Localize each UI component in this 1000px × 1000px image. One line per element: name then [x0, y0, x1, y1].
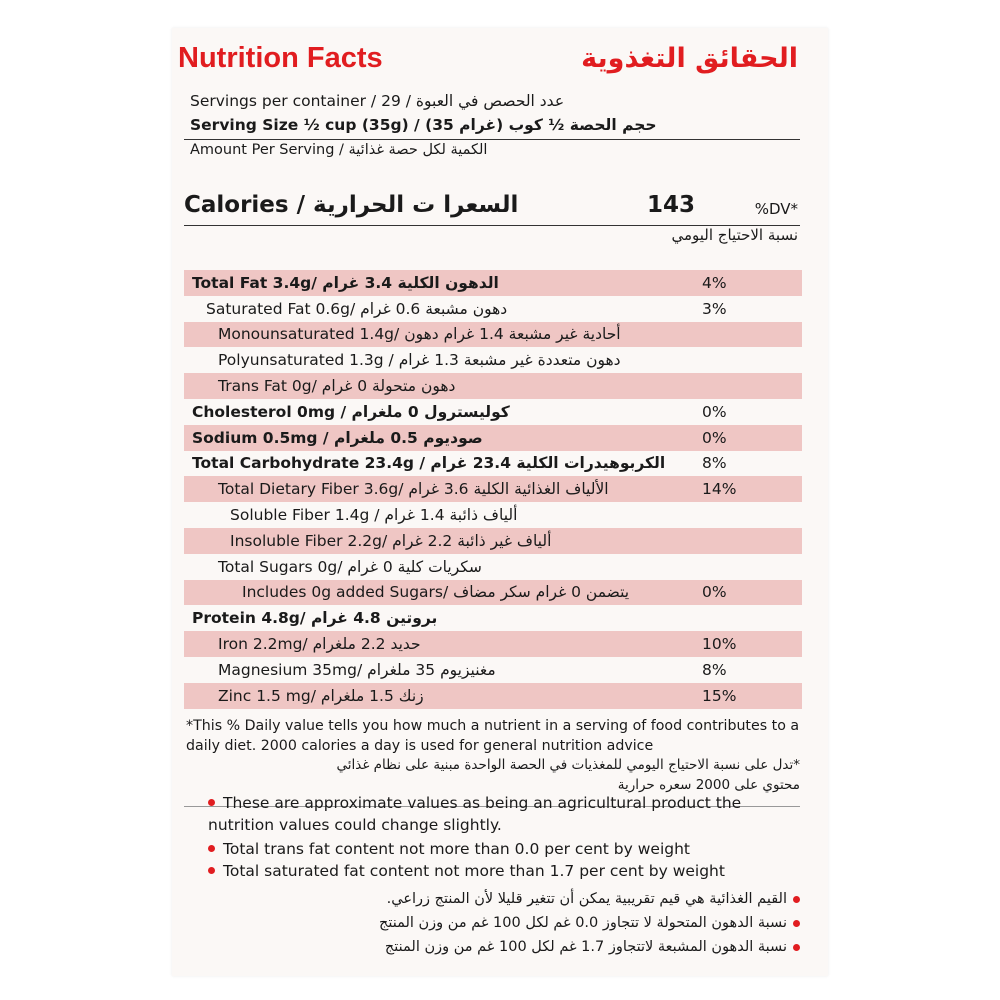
- nutrient-row: [184, 631, 802, 657]
- nutrient-dv: 8%: [702, 454, 727, 473]
- bullet-item-ar: [385, 936, 800, 958]
- nutrient-name: Sodium 0.5mg / صوديوم 0.5 ملغرام: [192, 428, 483, 447]
- nutrient-row: [184, 425, 802, 451]
- calories-label: Calories / السعرا ت الحرارية: [184, 192, 519, 218]
- calories-value: 143: [647, 192, 696, 218]
- dv-header-ar: نسبة الاحتياج اليومي: [671, 226, 798, 244]
- bullet-text: القيم الغذائية هي قيم تقريبية يمكن أن تتغير قليلا لأن المنتج زراعي.: [386, 891, 787, 907]
- bullet-dot: [208, 845, 215, 852]
- nutrient-row: [184, 683, 802, 709]
- nutrient-dv: 10%: [702, 635, 737, 654]
- nutrient-name: Total Sugars 0g/ سكريات كلية 0 غرام: [218, 557, 482, 576]
- nutrient-name: Iron 2.2mg/ حديد 2.2 ملغرام: [218, 635, 421, 654]
- footnote-arabic-line2: محتوي على 2000 سعره حرارية: [617, 777, 800, 793]
- bullet-text: These are approximate values as being an agricultural product the nutrition values could change slightly.: [208, 794, 742, 834]
- serving-size: Serving Size ½ cup (35g) / (35 غرام) حجم الحصة ½ كوب: [190, 116, 657, 134]
- nutrient-dv: 4%: [702, 273, 727, 292]
- label-header: [178, 42, 798, 75]
- nutrient-name: Soluble Fiber 1.4g / ألياف ذائبة 1.4 غرام: [230, 506, 518, 525]
- dv-header-en: %DV*: [754, 200, 798, 218]
- title-arabic: الحقائق التغذوية: [581, 43, 798, 74]
- nutrient-name: Trans Fat 0g/ دهون متحولة 0 غرام: [218, 377, 456, 396]
- nutrient-row: [184, 399, 802, 425]
- bullet-item: [208, 838, 798, 860]
- nutrient-row: [184, 528, 802, 554]
- bullet-text: Total trans fat content not more than 0.0 per cent by weight: [223, 840, 691, 858]
- bullet-text: نسبة الدهون المشبعة لاتتجاوز 1.7 غم لكل 100 غم من وزن المنتج: [384, 939, 787, 955]
- nutrient-row: [184, 554, 802, 580]
- bullet-item: [208, 792, 798, 836]
- nutrient-name: Monounsaturated 1.4g/ أحادية غير مشبعة 1.4 غرام دهون: [218, 325, 621, 344]
- footnote-arabic-line1: *تدل على نسبة الاحتياج اليومي للمغذيات في الحصة الواحدة مبنية على نظام غذائي: [336, 757, 800, 773]
- bullet-dot: [793, 920, 800, 927]
- nutrient-row: [184, 322, 802, 348]
- bullet-text: Total saturated fat content not more than 1.7 per cent by weight: [223, 862, 725, 880]
- bullet-dot: [208, 867, 215, 874]
- bullet-item-ar: [379, 912, 800, 934]
- nutrient-dv: 3%: [702, 299, 727, 318]
- nutrient-dv: 0%: [702, 583, 727, 602]
- bullet-dot: [793, 944, 800, 951]
- bullet-item: [208, 860, 798, 882]
- nutrient-row: [184, 657, 802, 683]
- nutrient-name: Zinc 1.5 mg/ زنك 1.5 ملغرام: [218, 686, 424, 705]
- footnote-english: *This % Daily value tells you how much a nutrient in a serving of food contributes to a daily diet. 2000 calories a day is used for general nutrition advice: [186, 718, 800, 754]
- nutrient-name: Total Dietary Fiber 3.6g/ الألياف الغذائية الكلية 3.6 غرام: [218, 480, 609, 499]
- nutrient-name: Protein 4.8g/ بروتين 4.8 غرام: [192, 609, 438, 628]
- nutrient-name: Polyunsaturated 1.3g / دهون متعددة غير مشبعة 1.3 غرام: [218, 351, 621, 370]
- servings-per-container: Servings per container / 29 / عدد الحصص في العبوة: [190, 92, 565, 110]
- nutrient-row: [184, 476, 802, 502]
- nutrient-dv: 15%: [702, 686, 737, 705]
- nutrient-name: Saturated Fat 0.6g/ دهون مشبعة 0.6 غرام: [206, 299, 508, 318]
- nutrient-row: [184, 270, 802, 296]
- nutrient-name: Includes 0g added Sugars/ يتضمن 0 غرام سكر مضاف: [242, 583, 630, 602]
- nutrient-name: Total Carbohydrate 23.4g / الكربوهيدرات الكلية 23.4 غرام: [192, 454, 666, 473]
- nutrient-row: [184, 605, 802, 631]
- bullet-item-ar: [387, 888, 800, 910]
- nutrient-row: [184, 502, 802, 528]
- nutrient-dv: 14%: [702, 480, 737, 499]
- nutrient-row: [184, 451, 802, 477]
- nutrient-row: [184, 580, 802, 606]
- bullet-dot: [793, 896, 800, 903]
- nutrition-label: [172, 28, 828, 976]
- amount-per-serving: Amount Per Serving / الكمية لكل حصة غذائية: [190, 142, 488, 158]
- nutrient-name: Cholesterol 0mg / كوليسترول 0 ملغرام: [192, 402, 510, 421]
- nutrient-row: [184, 347, 802, 373]
- nutrient-dv: 0%: [702, 428, 727, 447]
- title-english: Nutrition Facts: [178, 42, 383, 74]
- nutrient-row: [184, 373, 802, 399]
- nutrient-name: Total Fat 3.4g/ الدهون الكلية 3.4 غرام: [192, 273, 499, 292]
- calories-row: [184, 188, 800, 222]
- bullet-text: نسبة الدهون المتحولة لا تتجاوز 0.0 غم لكل 100 غم من وزن المنتج: [378, 915, 787, 931]
- nutrient-dv: 8%: [702, 660, 727, 679]
- nutrient-row: [184, 296, 802, 322]
- bullet-dot: [208, 799, 215, 806]
- nutrient-table: [184, 270, 802, 709]
- nutrient-name: Insoluble Fiber 2.2g/ ألياف غير ذائبة 2.2 غرام: [230, 531, 552, 550]
- nutrient-dv: 0%: [702, 402, 727, 421]
- nutrient-name: Magnesium 35mg/ مغنيزيوم 35 ملغرام: [218, 660, 496, 679]
- divider: [184, 139, 800, 140]
